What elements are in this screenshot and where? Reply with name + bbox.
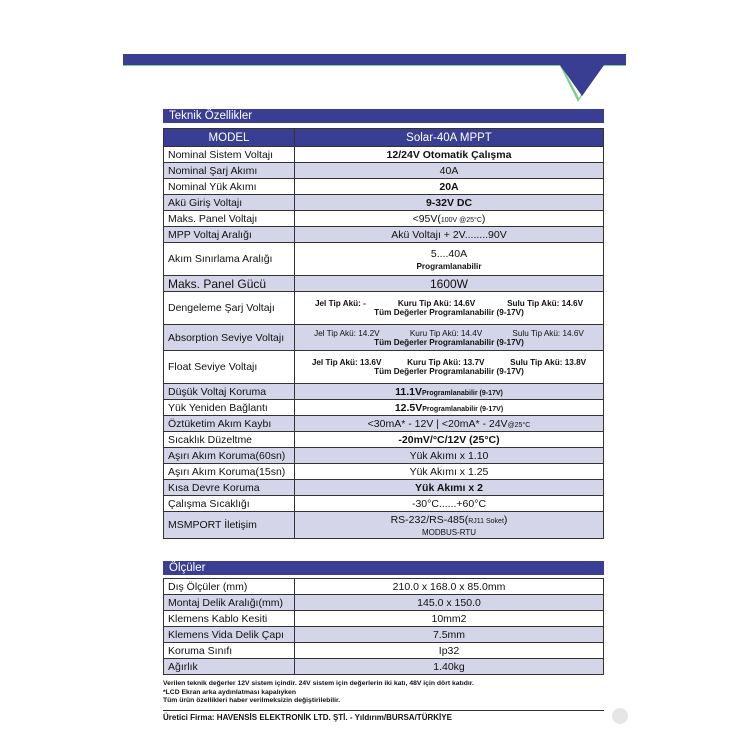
dims-row — [164, 643, 604, 659]
specs-battery-value: Sulu Tip Akü: 13.8V — [510, 358, 587, 367]
specs-value — [295, 480, 604, 496]
specs-main-value: 12.5V — [394, 401, 423, 414]
specs-row — [164, 512, 604, 539]
specs-main-value: 40A — [439, 164, 459, 177]
dimensions-table — [163, 578, 604, 675]
footnote: Tüm ürün özellikleri haber verilmeksizin değiştirilebilir. — [163, 697, 341, 704]
specs-value — [295, 163, 604, 179]
model-value: Solar-40A MPPT — [295, 129, 604, 147]
specs-main-value: 20A — [439, 180, 459, 193]
specs-value-note: Tüm Değerler Programlanabilir (9-17V) — [374, 367, 524, 376]
specs-value — [295, 464, 604, 480]
specs-value-detail: 100V @25°C — [440, 216, 482, 224]
specs-battery-value: Jel Tip Akü: 14.2V — [314, 328, 380, 338]
specs-value — [295, 384, 604, 400]
specs-label: MPP Voltaj Aralığı — [164, 227, 295, 243]
specs-main-value: 5....40A — [430, 247, 468, 260]
specs-label: Nominal Sistem Voltajı — [164, 147, 295, 163]
specs-battery-value: Kuru Tip Akü: 14.4V — [409, 328, 483, 338]
dims-row — [164, 579, 604, 595]
dims-main-value: 1.40kg — [433, 660, 465, 673]
specs-value-detail: @25°C — [507, 421, 531, 429]
specs-row — [164, 480, 604, 496]
specs-battery-values — [299, 299, 599, 308]
specs-main-value: 11.1V — [395, 385, 422, 398]
specs-main-value: -30°C......+60°C — [411, 497, 487, 510]
dims-label: Montaj Delik Aralığı(mm) — [164, 595, 295, 611]
specs-label: Aşırı Akım Koruma(60sn) — [164, 448, 295, 464]
specs-battery-value: Sulu Tip Akü: 14.6V — [507, 299, 584, 308]
specs-row — [164, 325, 604, 351]
specs-label: Akü Giriş Voltajı — [164, 195, 295, 211]
specs-row — [164, 195, 604, 211]
section-title-specs: Teknik Özellikler — [163, 109, 604, 123]
specs-battery-value: Sulu Tip Akü: 14.6V — [512, 328, 584, 338]
banner-navy-band — [123, 54, 626, 96]
specs-value — [295, 496, 604, 512]
specs-label: Maks. Panel Gücü — [164, 276, 295, 292]
dims-value — [295, 627, 604, 643]
dims-label: Ağırlık — [164, 659, 295, 675]
specs-value — [295, 147, 604, 163]
specs-value — [295, 512, 604, 539]
specs-label: Absorption Seviye Voltajı — [164, 325, 295, 351]
specs-value — [295, 227, 604, 243]
model-label: MODEL — [164, 129, 295, 147]
specs-label: Öztüketim Akım Kaybı — [164, 416, 295, 432]
specs-table — [163, 128, 604, 539]
specs-main-value: <30mA* - 12V | <20mA* - 24V — [367, 417, 508, 430]
specs-row — [164, 496, 604, 512]
specs-main-value: 12/24V Otomatik Çalışma — [386, 148, 512, 161]
specs-value — [295, 179, 604, 195]
specs-value — [295, 195, 604, 211]
dims-main-value: 145.0 x 150.0 — [417, 596, 481, 609]
dims-row — [164, 659, 604, 675]
specs-value-note: Tüm Değerler Programlanabilir (9-17V) — [374, 337, 524, 347]
footnotes — [163, 680, 604, 706]
specs-value-detail: Programlanabilir (9-17V) — [422, 405, 504, 413]
specs-label: Nominal Şarj Akımı — [164, 163, 295, 179]
dims-value — [295, 579, 604, 595]
specs-battery-value: Jel Tip Akü: - — [314, 299, 366, 308]
specs-battery-value: Kuru Tip Akü: 14.6V — [397, 299, 476, 308]
specs-battery-value: Jel Tip Akü: 13.6V — [311, 358, 382, 367]
specs-value-note: Tüm Değerler Programlanabilir (9-17V) — [374, 308, 524, 317]
specs-value — [295, 325, 604, 351]
specs-value-detail: Programlanabilir (9-17V) — [421, 389, 503, 397]
specs-value — [295, 432, 604, 448]
specs-value — [295, 292, 604, 325]
banner-navy-chevron — [560, 65, 604, 96]
specs-row — [164, 179, 604, 195]
specs-battery-values — [299, 329, 599, 338]
specs-value — [295, 351, 604, 384]
dims-main-value: 210.0 x 168.0 x 85.0mm — [392, 580, 506, 593]
dims-value — [295, 595, 604, 611]
specs-main-value: Akü Voltajı + 2V........90V — [391, 228, 507, 241]
specs-row — [164, 384, 604, 400]
specs-main-value: <95V( — [412, 212, 441, 225]
dims-label: Koruma Sınıfı — [164, 643, 295, 659]
specs-label: Yük Yeniden Bağlantı — [164, 400, 295, 416]
specs-label: Düşük Voltaj Koruma — [164, 384, 295, 400]
specs-main-value: RS-232/RS-485( — [390, 513, 469, 526]
specs-row — [164, 416, 604, 432]
dims-value — [295, 611, 604, 627]
footnote: *LCD Ekran arka aydınlatması kapalıyken — [163, 688, 296, 696]
specs-value — [295, 416, 604, 432]
footnote: Verilen teknik değerler 12V sistem içindir. 24V sistem için değerlerin iki katı, 48V için dört katıdır. — [163, 680, 474, 687]
specs-label: Akım Sınırlama Aralığı — [164, 243, 295, 276]
dims-main-value: 10mm2 — [431, 612, 467, 625]
specs-value-note: Programlanabilir — [416, 261, 482, 271]
section-title-dimensions: Ölçüler — [163, 561, 604, 575]
dims-main-value: Ip32 — [438, 644, 460, 657]
specs-value — [295, 400, 604, 416]
specs-label: Aşırı Akım Koruma(15sn) — [164, 464, 295, 480]
specs-row — [164, 243, 604, 276]
specs-value — [295, 211, 604, 227]
specs-main-value: 9-32V DC — [425, 196, 473, 209]
specs-value-detail: RJ11 Soket — [468, 517, 504, 525]
specs-label: Dengeleme Şarj Voltajı — [164, 292, 295, 325]
specs-value-note: MODBUS-RTU — [421, 527, 477, 537]
specs-row — [164, 276, 604, 292]
specs-row — [164, 400, 604, 416]
specs-value-end: ) — [481, 212, 486, 225]
specs-label: MSMPORT İletişim — [164, 512, 295, 539]
specs-row — [164, 227, 604, 243]
manufacturer-line: Üretici Firma: HAVENSİS ELEKTRONİK LTD. ŞTİ. - Yıldırım/BURSA/TÜRKİYE — [163, 710, 604, 722]
seal-mark — [612, 708, 628, 724]
specs-main-value: Yük Akımı x 1.10 — [409, 449, 489, 462]
specs-label: Maks. Panel Voltajı — [164, 211, 295, 227]
specs-main-value: 1600W — [429, 276, 469, 291]
specs-row — [164, 211, 604, 227]
specs-row — [164, 163, 604, 179]
specs-row — [164, 351, 604, 384]
specs-main-value: -20mV/°C/12V (25°C) — [398, 433, 500, 446]
specs-row — [164, 464, 604, 480]
specs-main-value: Yük Akımı x 2 — [415, 481, 483, 494]
model-row — [164, 129, 604, 147]
specs-value — [295, 276, 604, 292]
dims-main-value: 7.5mm — [432, 628, 466, 641]
dims-value — [295, 659, 604, 675]
specs-label: Float Seviye Voltajı — [164, 351, 295, 384]
specs-value — [295, 448, 604, 464]
dims-label: Dış Ölçüler (mm) — [164, 579, 295, 595]
dims-label: Klemens Kablo Kesiti — [164, 611, 295, 627]
specs-row — [164, 292, 604, 325]
specs-label: Nominal Yük Akımı — [164, 179, 295, 195]
specs-row — [164, 147, 604, 163]
specs-label: Kısa Devre Koruma — [164, 480, 295, 496]
specs-main-value: Yük Akımı x 1.25 — [409, 465, 489, 478]
dims-row — [164, 627, 604, 643]
dims-row — [164, 611, 604, 627]
specs-row — [164, 432, 604, 448]
specs-label: Çalışma Sıcaklığı — [164, 496, 295, 512]
specs-row — [164, 448, 604, 464]
specs-battery-value: Kuru Tip Akü: 13.7V — [407, 358, 485, 367]
dims-row — [164, 595, 604, 611]
specs-value-end: ) — [503, 513, 508, 526]
header-banner — [0, 0, 750, 110]
specs-battery-values — [299, 358, 599, 367]
specs-value — [295, 243, 604, 276]
dims-value — [295, 643, 604, 659]
dims-label: Klemens Vida Delik Çapı — [164, 627, 295, 643]
specs-label: Sıcaklık Düzeltme — [164, 432, 295, 448]
